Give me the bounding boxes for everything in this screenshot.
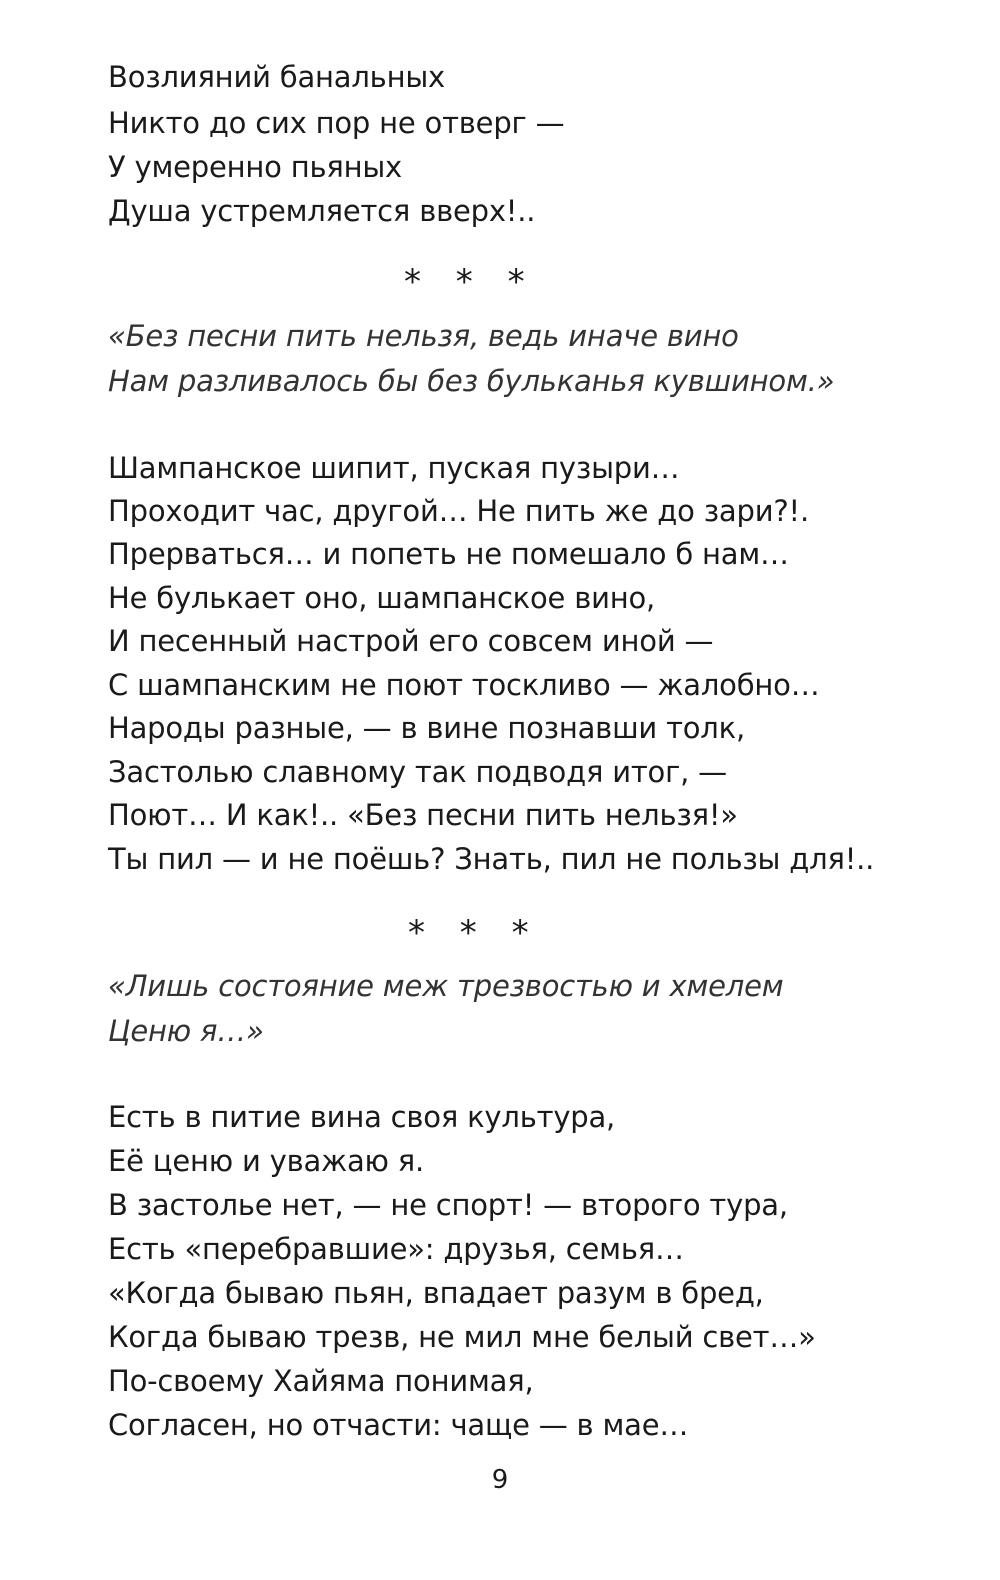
epigraph1-line-2: Нам разливалось бы без бульканья кувшином.» bbox=[108, 364, 835, 398]
stanza3-line-8: Согласен, но отчасти: чаще — в мае… bbox=[108, 1408, 689, 1442]
stanza3-line-2: Её ценю и уважаю я. bbox=[108, 1144, 425, 1178]
epigraph2-line-2: Ценю я…» bbox=[108, 1014, 264, 1048]
stanza2-line-3: Прерваться… и попеть не помешало б нам… bbox=[108, 537, 789, 571]
stanza1-line-3: У умеренно пьяных bbox=[108, 150, 403, 184]
stanza1-line-1: Возлияний банальных bbox=[108, 60, 445, 94]
section-separator-1: * * * bbox=[404, 262, 537, 302]
stanza2-line-9: Поют… И как!.. «Без песни пить нельзя!» bbox=[108, 798, 738, 832]
stanza3-line-4: Есть «перебравшие»: друзья, семья… bbox=[108, 1232, 684, 1266]
section-separator-2: * * * bbox=[408, 913, 541, 953]
stanza2-line-4: Не булькает оно, шампанское вино, bbox=[108, 581, 656, 615]
page-number: 9 bbox=[491, 1465, 509, 1495]
stanza3-line-5: «Когда бываю пьян, впадает разум в бред, bbox=[108, 1276, 764, 1310]
stanza3-line-3: В застолье нет, — не спорт! — второго тура, bbox=[108, 1188, 788, 1222]
stanza3-line-6: Когда бываю трезв, не мил мне белый свет…» bbox=[108, 1320, 816, 1354]
epigraph2-line-1: «Лишь состояние меж трезвостью и хмелем bbox=[108, 969, 784, 1003]
stanza2-line-7: Народы разные, — в вине познавши толк, bbox=[108, 711, 745, 745]
epigraph1-line-1: «Без песни пить нельзя, ведь иначе вино bbox=[108, 319, 739, 353]
stanza1-line-4: Душа устремляется вверх!.. bbox=[108, 194, 536, 228]
stanza1-line-2: Никто до сих пор не отверг — bbox=[108, 106, 565, 140]
stanza3-line-1: Есть в питие вина своя культура, bbox=[108, 1100, 616, 1134]
stanza2-line-6: С шампанским не поют тоскливо — жалобно… bbox=[108, 668, 820, 702]
stanza2-line-1: Шампанское шипит, пуская пузыри… bbox=[108, 451, 680, 485]
stanza3-line-7: По-своему Хайяма понимая, bbox=[108, 1364, 534, 1398]
stanza2-line-5: И песенный настрой его совсем иной — bbox=[108, 624, 714, 658]
stanza2-line-8: Застолью славному так подводя итог, — bbox=[108, 755, 727, 789]
stanza2-line-2: Проходит час, другой… Не пить же до зари?!. bbox=[108, 494, 809, 528]
stanza2-line-10: Ты пил — и не поёшь? Знать, пил не пользы для!.. bbox=[108, 842, 875, 876]
